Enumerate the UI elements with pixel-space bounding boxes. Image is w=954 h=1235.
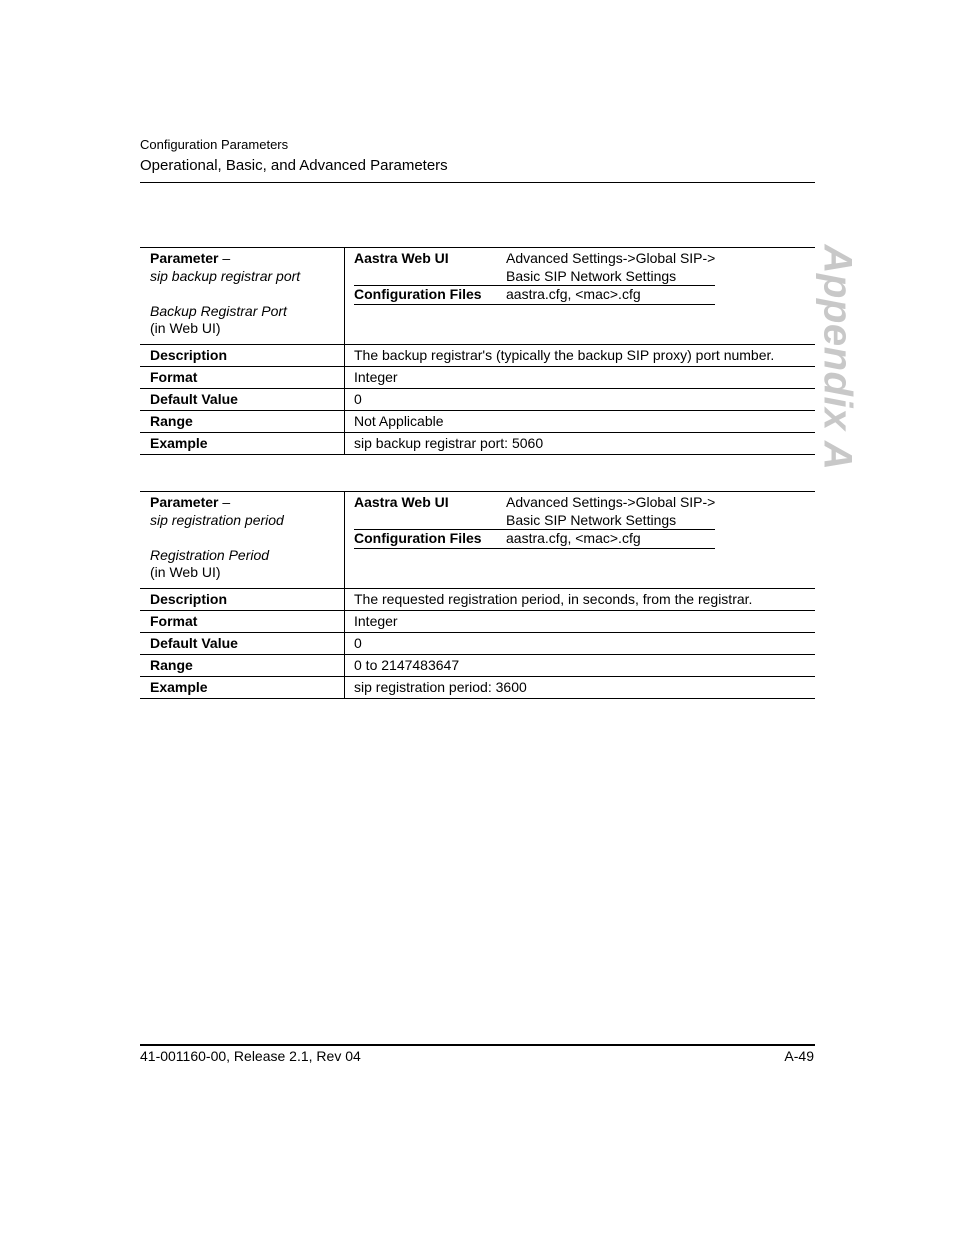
parameter-name-cell [140,492,345,589]
config-files-value: aastra.cfg, <mac>.cfg [506,286,641,302]
web-ui-value [506,494,715,530]
parameter-name: sip backup registrar port [150,267,301,284]
row-value: Integer [354,368,398,385]
config-files-label: Configuration Files [354,286,482,302]
row-label: Default Value [140,388,345,410]
table-row-format [140,366,815,388]
parameter-table-backup-registrar-port [140,247,815,455]
table-row-description [140,344,815,366]
row-value: 0 [354,634,362,651]
table-row-range [140,410,815,432]
row-value: sip backup registrar port: 5060 [354,434,544,451]
row-label: Example [140,432,345,454]
web-ui-path-2: Basic SIP Network Settings [506,511,677,528]
web-ui-label: Aastra Web UI [354,494,449,510]
table-row-default-value [140,632,815,654]
row-value: The backup registrar's (typically the backup SIP proxy) port number. [354,346,775,363]
web-ui-value [506,250,715,286]
parameter-web-name: Backup Registrar Port [150,302,287,319]
table-row-range [140,654,815,676]
parameter-location-cell [345,492,816,589]
row-value: 0 to 2147483647 [354,656,460,673]
parameter-name-cell [140,248,345,345]
table-row-format [140,610,815,632]
footer-doc-id: 41-001160-00, Release 2.1, Rev 04 [140,1048,361,1064]
parameter-location-table [354,494,715,549]
table-row-description [140,588,815,610]
header-divider [140,182,815,183]
row-label: Format [140,366,345,388]
parameter-table-registration-period [140,491,815,699]
parameter-location-cell [345,248,816,345]
config-files-label: Configuration Files [354,530,482,546]
row-value: Not Applicable [354,412,444,429]
parameter-web-suffix: (in Web UI) [150,564,221,580]
parameter-label: Parameter [150,250,219,266]
parameter-web-name: Registration Period [150,546,270,563]
header-subsection: Operational, Basic, and Advanced Parameters [140,157,448,174]
row-label: Format [140,610,345,632]
table-row-default-value [140,388,815,410]
parameter-header-row [140,492,815,589]
web-ui-path-1: Advanced Settings->Global SIP-> [506,250,716,266]
parameter-location-table [354,250,715,305]
web-ui-label: Aastra Web UI [354,250,449,266]
table-row-example [140,676,815,698]
row-label: Range [140,654,345,676]
parameter-header-row [140,248,815,345]
row-value: The requested registration period, in seconds, from the registrar. [354,590,753,607]
config-files-value: aastra.cfg, <mac>.cfg [506,530,641,546]
web-ui-path-2: Basic SIP Network Settings [506,267,677,284]
table-row-example [140,432,815,454]
parameter-web-suffix: (in Web UI) [150,320,221,336]
row-label: Description [140,588,345,610]
footer-divider [140,1044,815,1046]
footer-page-number: A-49 [784,1048,814,1064]
parameter-dash: – [218,250,231,266]
web-ui-path-1: Advanced Settings->Global SIP-> [506,494,716,510]
row-value: Integer [354,612,398,629]
parameter-label: Parameter [150,494,219,510]
row-label: Range [140,410,345,432]
row-label: Example [140,676,345,698]
appendix-side-tab [812,244,862,470]
parameter-name: sip registration period [150,511,284,528]
row-label: Description [140,344,345,366]
row-value: 0 [354,390,362,407]
header-section: Configuration Parameters [140,137,289,152]
row-label: Default Value [140,632,345,654]
appendix-side-tab-label: Appendix A [815,244,860,470]
row-value: sip registration period: 3600 [354,678,527,695]
parameter-dash: – [218,494,231,510]
